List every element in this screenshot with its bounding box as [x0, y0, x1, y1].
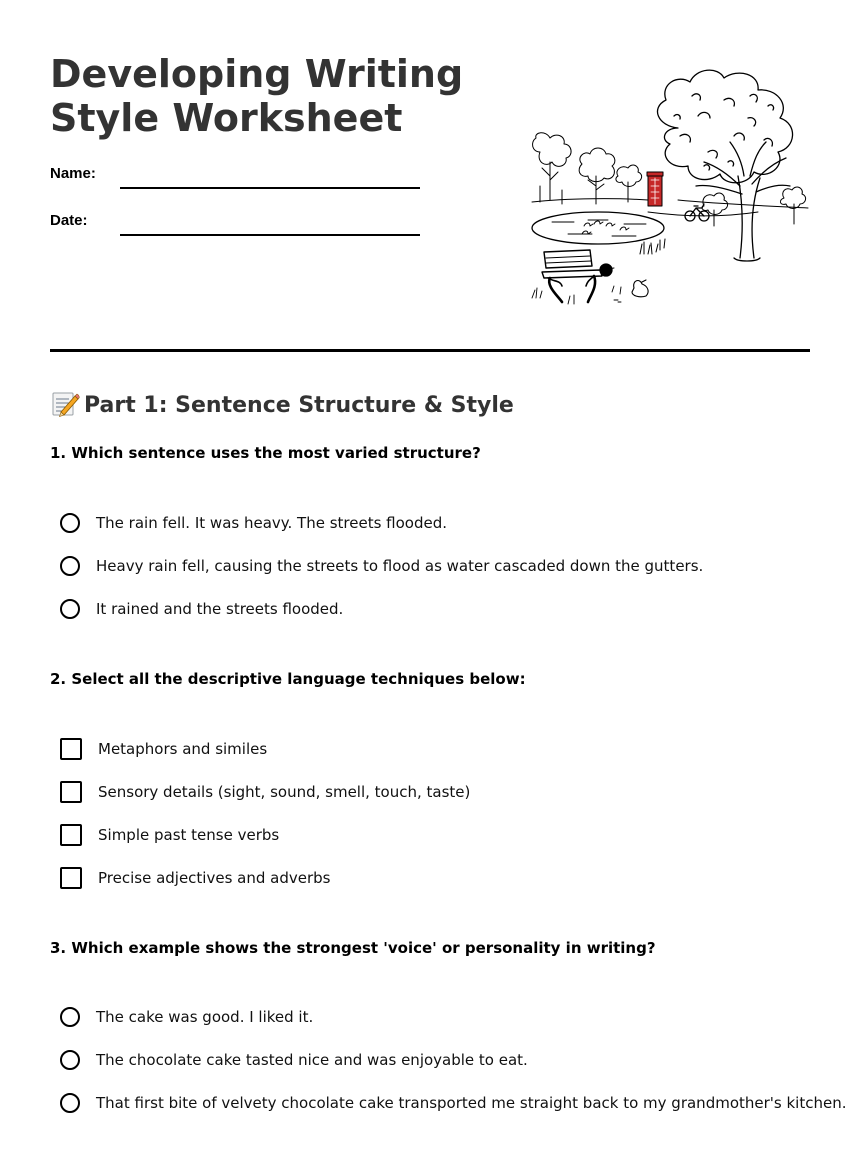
q3-option-2[interactable] — [60, 1047, 528, 1073]
radio-button[interactable] — [60, 1050, 80, 1070]
part-1-heading-text: Part 1: Sentence Structure & Style — [84, 393, 514, 418]
radio-button[interactable] — [60, 513, 80, 533]
q2-option-3[interactable] — [60, 822, 279, 848]
question-1-prompt: 1. Which sentence uses the most varied structure? — [50, 444, 481, 462]
part-1-heading — [50, 388, 514, 422]
date-label: Date: — [50, 212, 88, 229]
option-label: Simple past tense verbs — [98, 826, 280, 844]
option-label: The chocolate cake tasted nice and was enjoyable to eat. — [96, 1051, 528, 1069]
q2-option-4[interactable] — [60, 865, 330, 891]
option-label: Sensory details (sight, sound, smell, touch, taste) — [98, 783, 471, 801]
park-scene-illustration — [528, 66, 810, 310]
question-3-prompt: 3. Which example shows the strongest 'voice' or personality in writing? — [50, 939, 656, 957]
q1-option-1[interactable] — [60, 510, 447, 536]
option-label: Precise adjectives and adverbs — [98, 869, 331, 887]
q3-option-3[interactable] — [60, 1090, 846, 1116]
radio-button[interactable] — [60, 1007, 80, 1027]
option-label: Heavy rain fell, causing the streets to flood as water cascaded down the gutters. — [96, 557, 704, 575]
question-2-prompt: 2. Select all the descriptive language techniques below: — [50, 670, 526, 688]
option-label: It rained and the streets flooded. — [96, 600, 344, 618]
q2-option-2[interactable] — [60, 779, 470, 805]
checkbox[interactable] — [60, 781, 82, 803]
option-label: That first bite of velvety chocolate cake transported me straight back to my grandmother's kitchen. — [96, 1094, 847, 1112]
pencil-memo-icon — [50, 388, 80, 418]
radio-button[interactable] — [60, 1093, 80, 1113]
name-label: Name: — [50, 165, 96, 182]
checkbox[interactable] — [60, 738, 82, 760]
title-line-2: Style Worksheet — [50, 96, 403, 140]
radio-button[interactable] — [60, 556, 80, 576]
worksheet-title — [50, 52, 490, 140]
q3-option-1[interactable] — [60, 1004, 313, 1030]
q2-option-1[interactable] — [60, 736, 267, 762]
option-label: The cake was good. I liked it. — [96, 1008, 314, 1026]
name-field-line[interactable] — [120, 187, 420, 189]
section-divider — [50, 349, 810, 352]
title-line-1: Developing Writing — [50, 52, 464, 96]
option-label: The rain fell. It was heavy. The streets flooded. — [96, 514, 448, 532]
checkbox[interactable] — [60, 867, 82, 889]
radio-button[interactable] — [60, 599, 80, 619]
option-label: Metaphors and similes — [98, 740, 268, 758]
q1-option-3[interactable] — [60, 596, 343, 622]
checkbox[interactable] — [60, 824, 82, 846]
q1-option-2[interactable] — [60, 553, 703, 579]
date-field-line[interactable] — [120, 234, 420, 236]
